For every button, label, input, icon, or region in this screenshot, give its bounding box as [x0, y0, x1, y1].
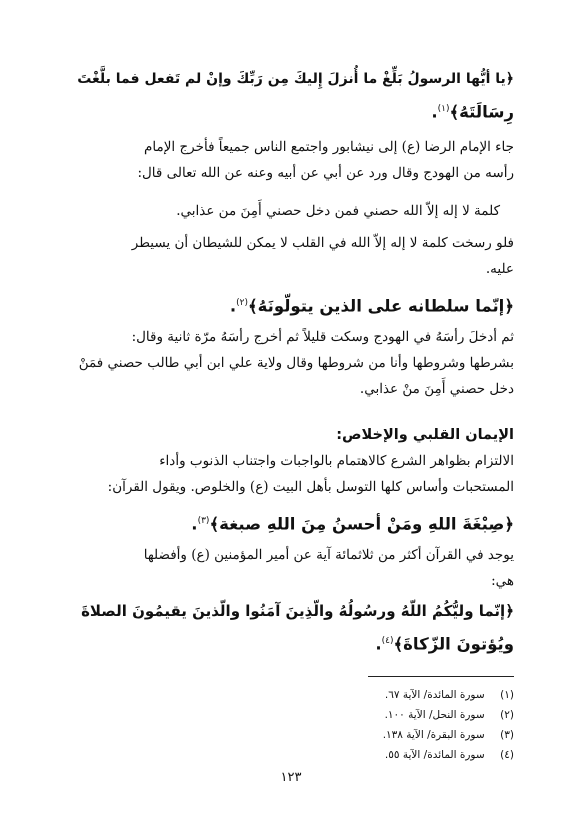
- footnote-1: [200, 686, 514, 704]
- verse-2-line: ﴿إنّما سلطانه على الذين يتولّونَهُ﴾$^{(٢)}$.: [229, 296, 514, 316]
- paragraph-2-line-1: ثم أدخلَ رأسَهُ في الهودج وسكت قليلاً ثم أخرج رأسَهُ مرّة ثانية وقال:: [131, 329, 514, 345]
- paragraph-2-line-2: بشرطها وشروطها وأنا من شروطها وقال ولاية علي ابن أبي طالب حصني فمَنْ: [78, 355, 514, 371]
- verse-4: [74, 596, 514, 660]
- footnote-3-text: سورة البقرة/ الآية ١٣٨.: [382, 729, 485, 741]
- verse-2-text: ﴿إنّما سلطانه على الذين يتولّونَهُ﴾: [248, 296, 514, 316]
- footnote-2-number: (٢): [500, 709, 514, 721]
- footnote-3-number: (٣): [500, 729, 514, 741]
- section-line-1: الالتزام بظواهر الشرع كالاهتمام بالواجبات واجتناب الذنوب وأداء: [159, 453, 514, 469]
- verse-1-line-1: ﴿يا أيُّها الرسولُ بَلِّغْ ما أُنزلَ إِليكَ مِن رَبِّكَ وإنْ لم تَفعل فما بلَّغْتَ: [77, 71, 514, 87]
- footnote-4-number: (٤): [500, 749, 514, 761]
- verse-4-line-1: ﴿إنّما وليُّكُمُ اللّهُ ورسُولُهُ والّذِينَ آمَنُوا والّذينَ يقيمُونَ الصلاةَ: [81, 602, 514, 620]
- footnote-divider: [368, 676, 514, 677]
- paragraph-1-line-4: فلو رسخت كلمة لا إله إلاّ الله في القلب لا يمكن للشيطان أن يسيطر: [131, 235, 514, 251]
- footnote-4: [200, 746, 514, 764]
- footnote-2: [200, 706, 514, 724]
- footnote-1-text: سورة المائدة/ الآية ٦٧.: [384, 689, 485, 701]
- paragraph-1-line-3: كلمة لا إله إلاّ الله حصني فمن دخل حصني أَمِنَ من عذابي.: [176, 203, 500, 219]
- verse-4-line-2-text: ويُؤتونَ الزّكاةَ﴾: [393, 634, 514, 654]
- footnote-mark-1: (١): [437, 104, 450, 114]
- paragraph-3: [74, 542, 514, 594]
- footnote-4-text: سورة المائدة/ الآية ٥٥.: [384, 749, 485, 761]
- paragraph-1: [74, 134, 514, 186]
- footnote-2-text: سورة النحل/ الآية ١٠٠.: [384, 709, 485, 721]
- section-heading: الإيمان القلبي والإخلاص:: [336, 427, 514, 443]
- verse-2: [74, 288, 514, 322]
- verse-3: [74, 506, 514, 540]
- verse-3-line: ﴿صِبْغَةَ اللهِ ومَنْ أحسنُ مِنَ اللهِ صبغة﴾$^{(٣)}$.: [191, 514, 514, 534]
- paragraph-1-line-2: رأسه من الهودج وقال ورد عن أبي عن أبيه وعنه عن الله تعالى قال:: [137, 165, 514, 181]
- section-line-2: المستحبات وأساس كلها التوسل بأهل البيت (ع) والخلوص. ويقول القرآن:: [107, 479, 514, 495]
- paragraph-1b: [74, 230, 514, 282]
- section: [74, 422, 514, 500]
- hadith-quote: [74, 198, 514, 224]
- verse-3-text: ﴿صِبْغَةَ اللهِ ومَنْ أحسنُ مِنَ اللهِ صبغة﴾: [209, 514, 514, 534]
- verse-1-line-2: رِسَالَتَهُ﴾$^{(١)}$.: [431, 102, 514, 122]
- verse-1-line-2-text: رِسَالَتَهُ﴾: [449, 102, 514, 122]
- footnote-mark-4: (٤): [381, 636, 394, 646]
- paragraph-1-line-1: جاء الإمام الرضا (ع) إلى نيشابور واجتمع الناس جميعاً فأخرج الإمام: [144, 139, 514, 155]
- paragraph-1-line-5: عليه.: [485, 261, 514, 277]
- paragraph-3-line-2: هي:: [491, 573, 514, 589]
- verse-4-line-2: ويُؤتونَ الزّكاةَ﴾$^{(٤)}$.: [375, 634, 514, 654]
- footnote-mark-2: (٢): [236, 298, 248, 308]
- footnote-1-number: (١): [500, 689, 514, 701]
- page-number: ١٢٣: [280, 770, 302, 785]
- footnote-mark-3: (٣): [197, 516, 210, 526]
- paragraph-2: [74, 324, 514, 402]
- paragraph-3-line-1: يوجد في القرآن أكثر من ثلاثمائة آية عن أمير المؤمنين (ع) وأفضلها: [143, 547, 514, 563]
- verse-1: [74, 64, 514, 128]
- footnote-3: [200, 726, 514, 744]
- paragraph-2-line-3: دخل حصني أَمِنَ منْ عذابي.: [359, 381, 514, 397]
